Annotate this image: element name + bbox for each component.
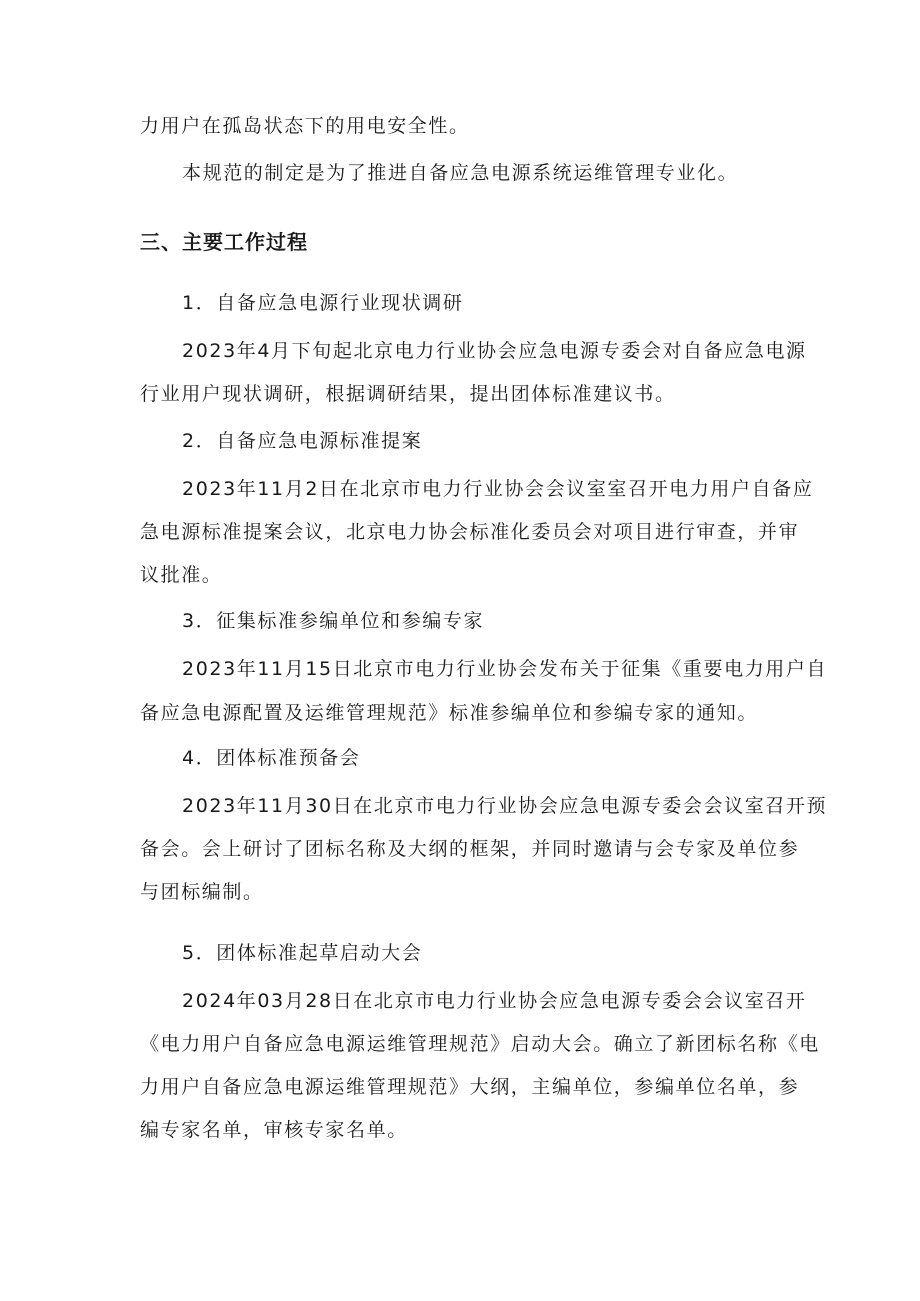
paragraph-line: 议批准。 <box>140 564 223 586</box>
paragraph-line: 急电源标准提案会议，北京电力协会标准化委员会对项目进行审查，并审 <box>140 521 800 543</box>
paragraph-line: 2023年11月30日在北京市电力行业协会应急电源专委会会议室召开预 <box>182 795 828 817</box>
paragraph-line: 2023年11月15日北京市电力行业协会发布关于征集《重要电力用户自 <box>182 658 828 680</box>
subsection-title: 3．征集标准参编单位和参编专家 <box>182 610 485 632</box>
subsection-title: 2．自备应急电源标准提案 <box>182 430 423 452</box>
paragraph-line: 力用户在孤岛状态下的用电安全性。 <box>140 115 470 137</box>
paragraph-line: 力用户自备应急电源运维管理规范》大纲，主编单位，参编单位名单，参 <box>140 1076 800 1098</box>
subsection-title: 5．团体标准起草启动大会 <box>182 942 423 964</box>
paragraph-line: 2023年4月下旬起北京电力行业协会应急电源专委会对自备应急电源 <box>182 340 807 362</box>
paragraph-line: 2024年03月28日在北京市电力行业协会应急电源专委会会议室召开 <box>182 990 807 1012</box>
subsection-title: 4．团体标准预备会 <box>182 747 361 769</box>
subsection-title: 1．自备应急电源行业现状调研 <box>182 292 464 314</box>
paragraph-line: 备应急电源配置及运维管理规范》标准参编单位和参编专家的通知。 <box>140 702 759 724</box>
section-heading: 三、主要工作过程 <box>140 230 308 254</box>
paragraph-line: 2023年11月2日在北京市电力行业协会会议室室召开电力用户自备应 <box>182 478 814 500</box>
paragraph-line: 本规范的制定是为了推进自备应急电源系统运维管理专业化。 <box>182 162 739 184</box>
paragraph-line: 《电力用户自备应急电源运维管理规范》启动大会。确立了新团标名称《电 <box>140 1033 820 1055</box>
paragraph-line: 与团标编制。 <box>140 881 264 903</box>
paragraph-line: 备会。会上研讨了团标名称及大纲的框架，并同时邀请与会专家及单位参 <box>140 838 800 860</box>
paragraph-line: 行业用户现状调研，根据调研结果，提出团体标准建议书。 <box>140 383 676 405</box>
paragraph-line: 编专家名单，审核专家名单。 <box>140 1119 408 1141</box>
